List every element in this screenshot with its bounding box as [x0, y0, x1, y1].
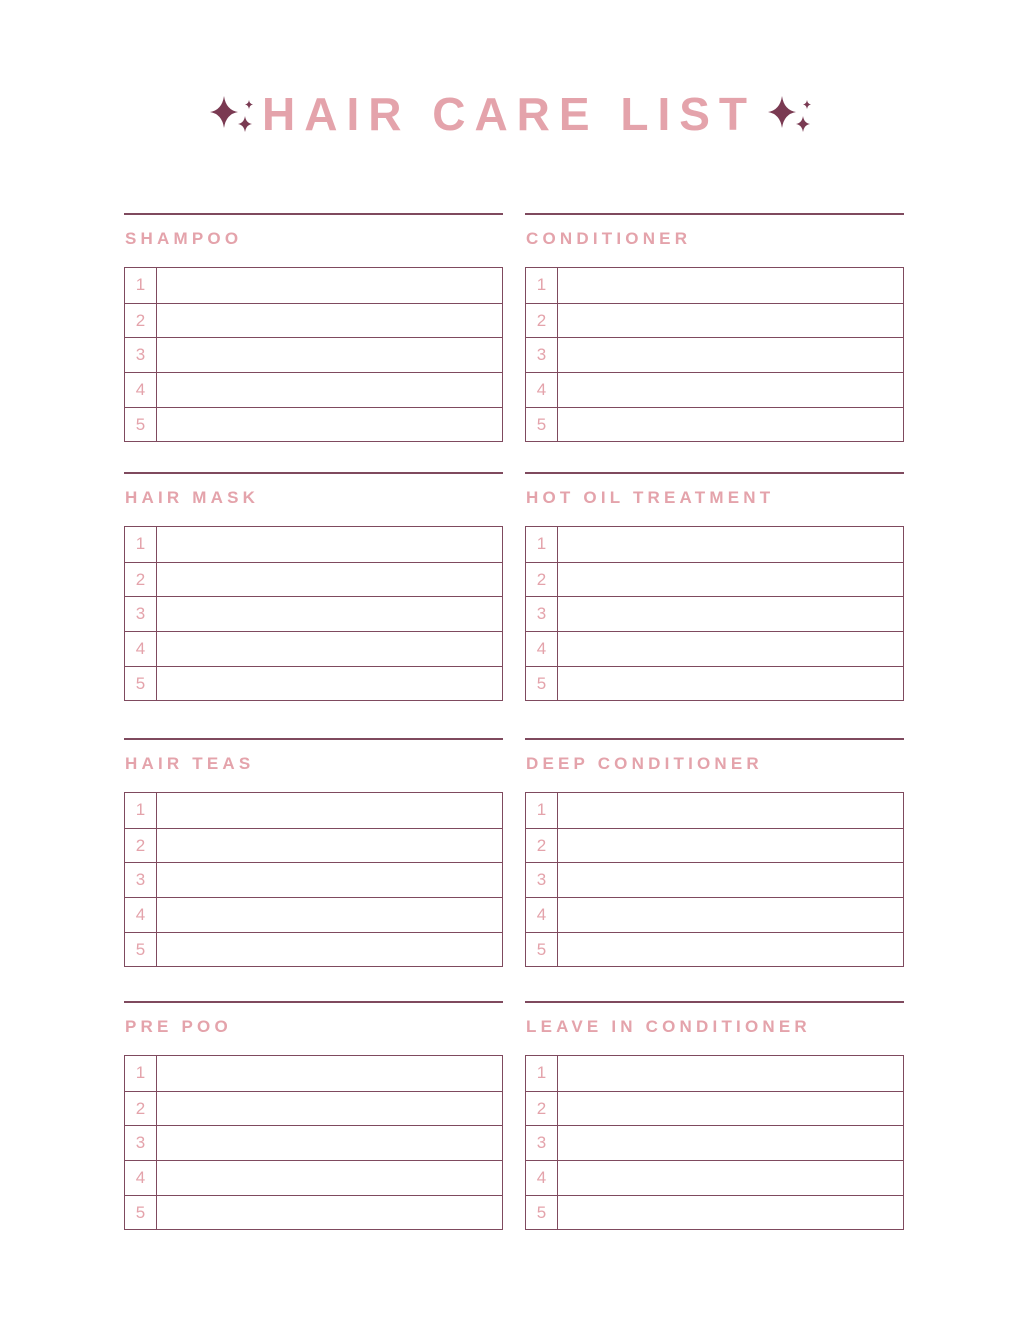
list-table — [124, 792, 503, 967]
entry-field[interactable] — [558, 338, 903, 372]
row-number: 5 — [125, 1196, 157, 1230]
list-item — [526, 1160, 903, 1195]
list-table — [124, 267, 503, 442]
row-number: 2 — [526, 1092, 558, 1126]
row-number: 1 — [125, 1056, 157, 1091]
section-divider — [124, 213, 503, 215]
list-item — [125, 407, 502, 442]
section-label: CONDITIONER — [526, 229, 692, 248]
list-table — [525, 1055, 904, 1230]
list-item — [125, 862, 502, 897]
entry-field[interactable] — [157, 373, 502, 407]
list-item — [526, 372, 903, 407]
entry-field[interactable] — [157, 632, 502, 666]
list-item — [125, 1091, 502, 1126]
row-number: 5 — [125, 933, 157, 967]
entry-field[interactable] — [157, 304, 502, 338]
row-number: 5 — [125, 667, 157, 701]
list-item — [526, 631, 903, 666]
page-header — [0, 84, 1024, 144]
entry-field[interactable] — [558, 898, 903, 932]
list-item — [526, 527, 903, 562]
entry-field[interactable] — [558, 863, 903, 897]
section-divider — [525, 472, 904, 474]
list-item — [526, 828, 903, 863]
row-number: 1 — [125, 527, 157, 562]
list-item — [125, 1056, 502, 1091]
entry-field[interactable] — [558, 829, 903, 863]
row-number: 2 — [526, 829, 558, 863]
section-label: HAIR MASK — [125, 488, 260, 507]
list-item — [526, 268, 903, 303]
list-item — [125, 596, 502, 631]
entry-field[interactable] — [157, 597, 502, 631]
entry-field[interactable] — [558, 527, 903, 562]
row-number: 3 — [125, 863, 157, 897]
row-number: 2 — [125, 304, 157, 338]
list-table — [124, 526, 503, 701]
list-item — [125, 527, 502, 562]
section-divider — [525, 213, 904, 215]
list-item — [526, 407, 903, 442]
row-number: 1 — [526, 268, 558, 303]
entry-field[interactable] — [558, 1196, 903, 1230]
list-item — [125, 303, 502, 338]
entry-field[interactable] — [157, 898, 502, 932]
list-item — [125, 932, 502, 967]
row-number: 2 — [526, 563, 558, 597]
section-label: HAIR TEAS — [125, 754, 255, 773]
row-number: 5 — [125, 408, 157, 442]
list-item — [125, 268, 502, 303]
list-table — [525, 526, 904, 701]
entry-field[interactable] — [157, 1126, 502, 1160]
row-number: 4 — [526, 373, 558, 407]
list-item — [526, 862, 903, 897]
section-label: LEAVE IN CONDITIONER — [526, 1017, 811, 1036]
section-divider — [124, 472, 503, 474]
entry-field[interactable] — [558, 563, 903, 597]
row-number: 5 — [526, 408, 558, 442]
row-number: 4 — [526, 898, 558, 932]
entry-field[interactable] — [558, 1126, 903, 1160]
list-item — [125, 337, 502, 372]
entry-field[interactable] — [558, 632, 903, 666]
list-item — [125, 1195, 502, 1230]
row-number: 4 — [526, 632, 558, 666]
row-number: 1 — [526, 793, 558, 828]
row-number: 2 — [125, 563, 157, 597]
entry-field[interactable] — [157, 268, 502, 303]
list-item — [526, 337, 903, 372]
list-item — [526, 1195, 903, 1230]
list-item — [526, 562, 903, 597]
section-divider — [525, 738, 904, 740]
entry-field[interactable] — [157, 667, 502, 701]
row-number: 3 — [526, 863, 558, 897]
list-table — [124, 1055, 503, 1230]
row-number: 5 — [526, 933, 558, 967]
entry-field[interactable] — [157, 933, 502, 967]
entry-field[interactable] — [558, 304, 903, 338]
entry-field[interactable] — [558, 793, 903, 828]
list-item — [526, 666, 903, 701]
list-item — [526, 793, 903, 828]
entry-field[interactable] — [157, 1056, 502, 1091]
entry-field[interactable] — [157, 793, 502, 828]
list-item — [125, 1160, 502, 1195]
row-number: 2 — [125, 829, 157, 863]
row-number: 2 — [125, 1092, 157, 1126]
entry-field[interactable] — [157, 1092, 502, 1126]
row-number: 3 — [125, 338, 157, 372]
row-number: 1 — [125, 793, 157, 828]
list-item — [125, 666, 502, 701]
entry-field[interactable] — [558, 933, 903, 967]
list-item — [125, 828, 502, 863]
row-number: 2 — [526, 304, 558, 338]
entry-field[interactable] — [157, 1161, 502, 1195]
entry-field[interactable] — [558, 1092, 903, 1126]
row-number: 3 — [526, 1126, 558, 1160]
list-item — [526, 303, 903, 338]
list-item — [526, 1091, 903, 1126]
list-table — [525, 792, 904, 967]
list-item — [125, 372, 502, 407]
list-item — [125, 1125, 502, 1160]
section-label: SHAMPOO — [125, 229, 243, 248]
row-number: 5 — [526, 1196, 558, 1230]
row-number: 4 — [125, 373, 157, 407]
list-item — [125, 897, 502, 932]
sparkle-icon — [208, 92, 258, 136]
row-number: 1 — [526, 1056, 558, 1091]
row-number: 4 — [125, 632, 157, 666]
entry-field[interactable] — [558, 597, 903, 631]
entry-field[interactable] — [558, 408, 903, 442]
row-number: 4 — [526, 1161, 558, 1195]
list-item — [125, 631, 502, 666]
entry-field[interactable] — [157, 829, 502, 863]
section-divider — [124, 1001, 503, 1003]
row-number: 3 — [125, 1126, 157, 1160]
section-divider — [525, 1001, 904, 1003]
row-number: 3 — [526, 597, 558, 631]
entry-field[interactable] — [558, 373, 903, 407]
list-item — [526, 596, 903, 631]
list-item — [526, 1056, 903, 1091]
section-divider — [124, 738, 503, 740]
list-item — [526, 932, 903, 967]
entry-field[interactable] — [558, 1161, 903, 1195]
list-table — [525, 267, 904, 442]
entry-field[interactable] — [157, 863, 502, 897]
list-item — [526, 897, 903, 932]
row-number: 4 — [125, 1161, 157, 1195]
row-number: 1 — [526, 527, 558, 562]
page-title: HAIR CARE LIST — [262, 88, 756, 140]
list-item — [526, 1125, 903, 1160]
section-label: PRE POO — [125, 1017, 232, 1036]
row-number: 5 — [526, 667, 558, 701]
row-number: 3 — [125, 597, 157, 631]
list-item — [125, 793, 502, 828]
row-number: 1 — [125, 268, 157, 303]
sparkle-icon — [766, 92, 816, 136]
entry-field[interactable] — [558, 268, 903, 303]
row-number: 4 — [125, 898, 157, 932]
entry-field[interactable] — [157, 1196, 502, 1230]
list-item — [125, 562, 502, 597]
entry-field[interactable] — [558, 1056, 903, 1091]
section-label: HOT OIL TREATMENT — [526, 488, 775, 507]
entry-field[interactable] — [157, 563, 502, 597]
entry-field[interactable] — [558, 667, 903, 701]
entry-field[interactable] — [157, 527, 502, 562]
row-number: 3 — [526, 338, 558, 372]
section-label: DEEP CONDITIONER — [526, 754, 763, 773]
entry-field[interactable] — [157, 408, 502, 442]
entry-field[interactable] — [157, 338, 502, 372]
